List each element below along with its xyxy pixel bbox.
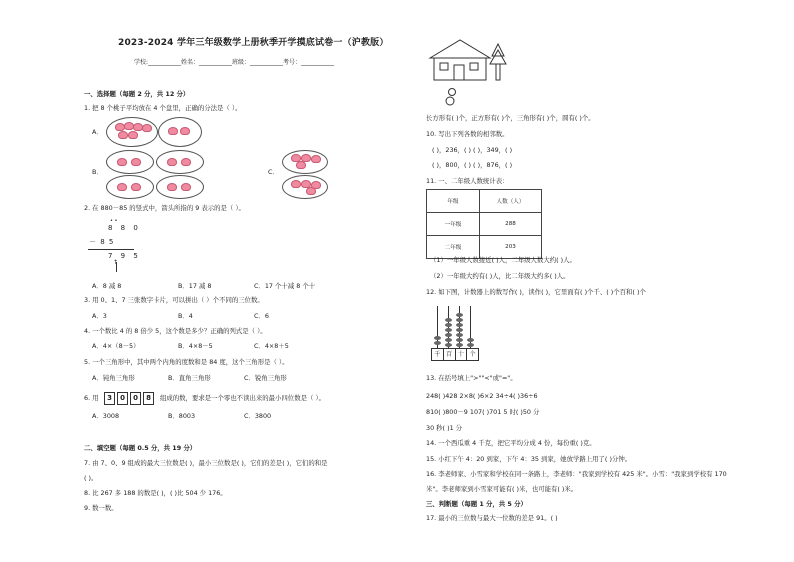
q6-option-c: C．3800 bbox=[244, 412, 272, 420]
q13-row-3: 30 秒( )1 分 bbox=[426, 424, 463, 432]
q10-row-1: ( )，236，( ) ( )，349，( ) bbox=[432, 146, 513, 154]
abacus-bead bbox=[456, 343, 463, 347]
q2-option-b: B．17 减 8 bbox=[178, 282, 212, 290]
question-17: 17. 最小的三位数与最大一位数的差是 91。( ) bbox=[426, 514, 558, 522]
abacus-bead bbox=[445, 338, 452, 342]
digit-card: 3 bbox=[104, 392, 115, 405]
section-3-heading: 三、判断题（每题 1 分，共 5 分） bbox=[426, 500, 527, 508]
question-15: 15. 小红下午 4：20 到家，下午 4：35 到家，她放学路上用了( )分钟。 bbox=[426, 455, 632, 463]
q13-row-1: 248( )428 2×8( )6×2 34÷4( )36÷6 bbox=[426, 392, 538, 400]
abacus-label-bar bbox=[431, 348, 479, 361]
peach-icon bbox=[118, 131, 128, 139]
table-row bbox=[427, 213, 542, 236]
q4-option-b: B．4×8－5 bbox=[178, 342, 213, 350]
question-9: 9. 数一数。 bbox=[84, 504, 118, 512]
abacus-bead bbox=[467, 338, 474, 342]
question-4: 4. 一个数比 4 的 8 倍少 5，这个数是多少？正确的列式是（ ）。 bbox=[84, 327, 267, 335]
question-14: 14. 一个西瓜重 4 千克，把它平均分成 4 份，每份重( )克。 bbox=[426, 439, 596, 447]
abacus-bead bbox=[456, 338, 463, 342]
peach-icon bbox=[168, 127, 178, 135]
q2-option-c: C．17 个十减 8 个十 bbox=[254, 282, 316, 290]
q1-option-c: C． bbox=[268, 168, 279, 176]
q2-option-a: A．8 减 8 bbox=[92, 282, 122, 290]
question-2: 2. 在 880－85 的竖式中，箭头所指的 9 表示的是（ ）。 bbox=[84, 204, 245, 212]
table-cell: 二年级 bbox=[427, 236, 480, 259]
abacus-bead bbox=[456, 333, 463, 337]
question-3: 3. 用 0、1、7 三张数字卡片，可以拼出（ ）个不同的三位数。 bbox=[84, 296, 264, 304]
digit-card: 0 bbox=[130, 392, 141, 405]
q1-option-a: A． bbox=[92, 128, 103, 136]
window-square bbox=[470, 63, 478, 70]
peach-icon bbox=[311, 155, 321, 163]
abacus-bead bbox=[445, 328, 452, 332]
section-1-heading: 一、选择题（每题 2 分，共 12 分） bbox=[84, 90, 190, 98]
abacus-bead bbox=[434, 336, 441, 340]
small-circle bbox=[446, 97, 454, 105]
abacus-bead bbox=[456, 323, 463, 327]
house-figure bbox=[428, 38, 522, 108]
carry-dots: • • bbox=[110, 218, 118, 224]
q6-option-b: B．8003 bbox=[168, 412, 196, 420]
q10-row-2: ( )，800，( ) ( )，876，( ) bbox=[432, 161, 513, 169]
peach-icon bbox=[181, 183, 191, 191]
question-11-part-2: （2）一年级大约有( )人，比二年级大约多( )人。 bbox=[430, 272, 570, 280]
q4-option-c: C．4×8＋5 bbox=[254, 342, 289, 350]
door-rectangle bbox=[454, 65, 464, 80]
abacus-bead bbox=[456, 328, 463, 332]
plate bbox=[156, 150, 204, 174]
abacus-label: 百 bbox=[444, 349, 456, 360]
digit-card: 0 bbox=[117, 392, 128, 405]
table-cell: 203 bbox=[480, 236, 542, 259]
abacus-bead bbox=[445, 343, 452, 347]
peach-icon bbox=[142, 124, 152, 132]
section-2-heading: 二、填空题（每题 0.5 分，共 19 分） bbox=[84, 444, 197, 452]
question-11: 11. 一、二年级人数统计表： bbox=[426, 177, 509, 185]
grade-population-table bbox=[426, 189, 542, 259]
table-header-row bbox=[427, 190, 542, 213]
question-6-text: 组成的数，要求是一个零也不读出来的最小四位数是（ ）。 bbox=[160, 394, 325, 402]
peach-icon bbox=[296, 161, 306, 169]
q3-option-a: A．3 bbox=[92, 312, 107, 320]
question-6-prefix: 6. 用 bbox=[84, 394, 99, 402]
peach-icon bbox=[167, 158, 177, 166]
q4-option-a: A．4×（8－5） bbox=[92, 342, 140, 350]
table-header-cell: 年级 bbox=[427, 190, 480, 213]
abacus-label: 十 bbox=[456, 349, 468, 360]
tree-trunk-rectangle bbox=[496, 64, 500, 80]
peach-icon bbox=[128, 131, 138, 139]
window-square bbox=[440, 63, 448, 70]
table-cell: 一年级 bbox=[427, 213, 480, 236]
abacus-bead bbox=[456, 318, 463, 322]
tree-triangle bbox=[490, 50, 506, 64]
question-7: 7. 由 7、0、9 组成的最大三位数是( )，最小三位数是( )，它们的差是( )，它们的和是 bbox=[84, 459, 328, 467]
vertical-calc-row-3: 7 9 5 bbox=[108, 252, 141, 260]
q5-option-a: A．钝角三角形 bbox=[92, 374, 135, 382]
abacus-bead bbox=[445, 318, 452, 322]
q5-option-c: C．锐角三角形 bbox=[244, 374, 287, 382]
plate bbox=[156, 175, 204, 199]
small-circle bbox=[449, 89, 456, 96]
question-8: 8. 比 267 多 188 的数是( )，( )比 504 少 176。 bbox=[84, 489, 227, 497]
q1-option-b: B． bbox=[92, 168, 103, 176]
peach-icon bbox=[117, 158, 127, 166]
abacus-label: 个 bbox=[469, 351, 476, 358]
question-11-part-1: （1）一年级人数接近( )人，二年级人数大约( )人。 bbox=[430, 256, 576, 264]
abacus-bead bbox=[456, 313, 463, 317]
plate bbox=[106, 175, 154, 199]
peach-icon bbox=[306, 187, 316, 195]
abacus-bead bbox=[434, 341, 441, 345]
q5-option-b: B．直角三角形 bbox=[168, 374, 211, 382]
table-cell: 288 bbox=[480, 213, 542, 236]
peach-icon bbox=[181, 158, 191, 166]
peach-icon bbox=[117, 183, 127, 191]
vertical-calc-row-2: － 8 5 bbox=[89, 238, 115, 246]
question-5: 5. 一个三角形中，其中两个内角的度数和是 84 度，这个三角形是（ ）。 bbox=[84, 358, 289, 366]
peach-icon bbox=[167, 183, 177, 191]
question-9-answer-line: 长方形有( )个，正方形有( )个，三角形有( )个，圆有( )个。 bbox=[426, 114, 595, 122]
question-13: 13. 在括号填上">""<"或"="。 bbox=[426, 374, 517, 382]
question-12: 12. 如下图，计数器上的数写作( )，读作( )，它里面有( )个千、( )个百和( )个 bbox=[426, 288, 646, 296]
abacus-bead bbox=[467, 343, 474, 347]
q13-row-2: 810( )800－9 107( )701 5 时( )50 分 bbox=[426, 408, 540, 416]
arrow-up-icon: ↑ bbox=[113, 259, 119, 266]
question-10: 10. 写出下列各数的相邻数。 bbox=[426, 130, 509, 138]
roof-triangle bbox=[430, 40, 490, 58]
table-header-cell: 人数（人） bbox=[480, 190, 542, 213]
student-info-line: 学校:___________姓名：___________班级：___________考号：___________ bbox=[134, 59, 335, 66]
question-1: 1. 把 8 个桃子平均放在 4 个盘里，正确的分法是（ ）。 bbox=[84, 104, 242, 112]
peach-icon bbox=[131, 183, 141, 191]
peach-icon bbox=[180, 127, 190, 135]
peach-icon bbox=[131, 158, 141, 166]
vertical-calc-row-1: 8 8 0 bbox=[108, 224, 141, 232]
abacus-label: 千 bbox=[432, 349, 444, 360]
q3-option-b: B．4 bbox=[178, 312, 193, 320]
calc-underline bbox=[88, 249, 134, 250]
question-7-cont: ( )。 bbox=[84, 474, 98, 482]
peach-icon bbox=[291, 180, 301, 188]
question-16-cont: 米"。李老师家到小雪家可能有( )米，也可能有( )米。 bbox=[426, 485, 578, 493]
question-16: 16. 李老师家、小雪家和学校在同一条路上，李老师："我家到学校有 425 米"。小雪："我家到学校有 170 bbox=[426, 470, 727, 478]
abacus-bead bbox=[445, 333, 452, 337]
exam-title: 2023-2024 学年三年级数学上册秋季开学摸底试卷一（沪教版） bbox=[118, 38, 389, 48]
plate bbox=[106, 150, 154, 174]
abacus-bead bbox=[445, 323, 452, 327]
digit-card: 8 bbox=[143, 392, 154, 405]
q3-option-c: C．6 bbox=[254, 312, 269, 320]
q6-option-a: A．3008 bbox=[92, 412, 120, 420]
